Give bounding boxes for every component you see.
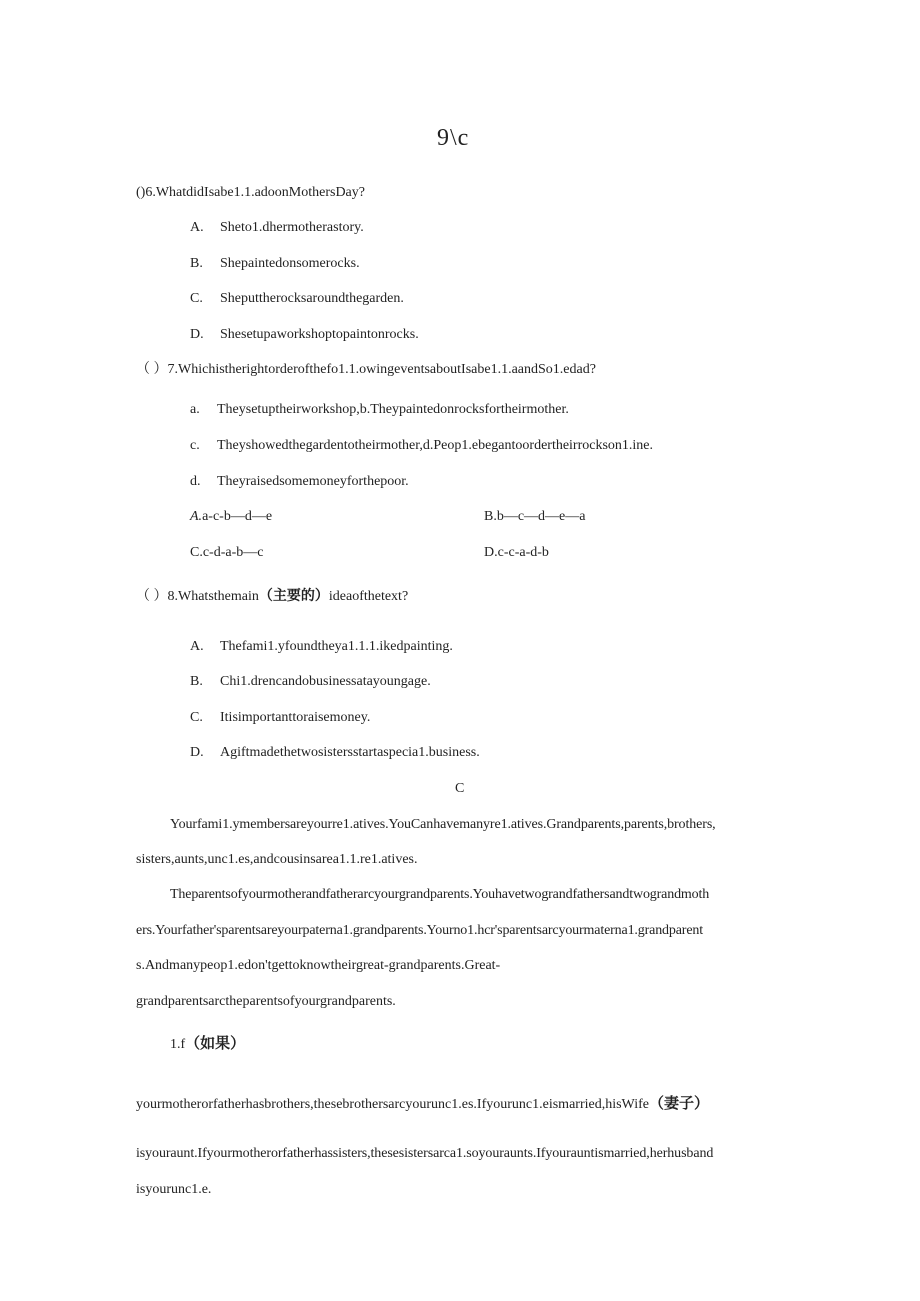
q7-event-a (190, 403, 569, 417)
choice-label: C. (190, 545, 203, 560)
option-text: Thefami1.yfoundtheya1.1.1.ikedpainting. (220, 639, 453, 654)
q7-choice-d (484, 546, 549, 560)
passage-text: yourmotherorfatherhasbrothers,thesebrothersarcyourunc1.es.Ifyourunc1.eismarried,hisWife (136, 1097, 649, 1112)
passage-line: ers.Yourfather'sparentsareyourpaterna1.grandparents.Yourno1.hcr'sparentsarcyourmaterna1.grandparent (136, 923, 703, 938)
option-label: C. (190, 291, 203, 306)
q7-choice-b (484, 510, 586, 524)
q7-choice-a (190, 510, 272, 524)
question-6: ()6.WhatdidIsabe1.1.adoonMothersDay? (136, 185, 365, 200)
section-heading: C (455, 781, 465, 796)
passage-line (136, 1096, 709, 1112)
event-text: Theysetuptheirworkshop,b.Theypaintedonrocksfortheirmother. (217, 402, 569, 417)
choice-label: A. (190, 509, 203, 524)
question-7: （ ）7.Whichistherightorderofthefo1.1.owingeventsaboutIsabe1.1.aandSo1.edad? (136, 362, 596, 377)
question-8-post: ideaofthetext? (328, 589, 409, 604)
passage-text: 1.f (170, 1037, 186, 1052)
option-label: D. (190, 327, 204, 342)
event-text: Theyraisedsomemoneyforthepoor. (217, 474, 409, 489)
option-text: Chi1.drencandobusinessatayoungage. (220, 674, 431, 689)
q6-option-d (190, 328, 419, 342)
page-title: 9\c (437, 125, 470, 151)
choice-text: a-c-b—d—e (202, 509, 273, 524)
option-text: Agiftmadethetwosistersstartaspecia1.business. (220, 745, 480, 760)
passage-line: Theparentsofyourmotherandfatherarcyourgrandparents.Youhavetwograndfathersandtwograndmoth (170, 887, 710, 902)
q8-option-c (190, 711, 370, 725)
q7-choice-c (190, 546, 263, 560)
passage-line: isyouraunt.Ifyourmotherorfatherhassisters,thesesistersarca1.soyouraunts.Ifyourauntismarried,herhusband (136, 1146, 714, 1161)
event-label: d. (190, 474, 201, 489)
event-label: c. (190, 438, 200, 453)
passage-line: sisters,aunts,unc1.es,andcousinsarea1.1.re1.atives. (136, 852, 418, 867)
option-text: Sheputtherocksaroundthegarden. (220, 291, 404, 306)
option-label: B. (190, 256, 203, 271)
q7-event-c (190, 439, 653, 453)
option-label: A. (190, 220, 204, 235)
option-text: Sheto1.dhermotherastory. (220, 220, 364, 235)
q6-option-c (190, 292, 404, 306)
q8-option-b (190, 675, 431, 689)
option-label: D. (190, 745, 204, 760)
q8-option-d (190, 746, 480, 760)
q6-option-b (190, 257, 360, 271)
passage-cn-gloss: （如果） (185, 1034, 246, 1052)
option-text: Shesetupaworkshoptopaintonrocks. (220, 327, 419, 342)
passage-line: isyourunc1.e. (136, 1182, 212, 1197)
q8-option-a (190, 640, 453, 654)
choice-label: D. (484, 545, 498, 560)
passage-line (170, 1036, 245, 1052)
passage-cn-gloss: （妻子） (648, 1094, 709, 1112)
event-text: Theyshowedthegardentotheirmother,d.Peop1.ebegantoordertheirrockson1.ine. (217, 438, 654, 453)
question-8 (136, 589, 408, 604)
option-label: C. (190, 710, 203, 725)
choice-text: b—c—d—e—a (496, 509, 586, 524)
option-label: B. (190, 674, 203, 689)
passage-line: Yourfami1.ymembersareyourre1.atives.YouCanhavemanyre1.atives.Grandparents,parents,brothers, (170, 817, 716, 832)
q6-option-a (190, 221, 364, 235)
option-label: A. (190, 639, 204, 654)
choice-text: c-d-a-b—c (202, 545, 264, 560)
choice-text: c-c-a-d-b (497, 545, 549, 560)
passage-line: s.Andmanypeop1.edon'tgettoknowtheirgreat-grandparents.Great- (136, 958, 501, 973)
passage-line: grandparentsarctheparentsofyourgrandparents. (136, 994, 396, 1009)
event-label: a. (190, 402, 200, 417)
option-text: Itisimportanttoraisemoney. (220, 710, 371, 725)
question-8-cn: （主要的） (258, 588, 329, 604)
option-text: Shepaintedonsomerocks. (220, 256, 360, 271)
question-8-pre: （ ）8.Whatsthemain (136, 589, 259, 604)
q7-event-d (190, 475, 409, 489)
choice-label: B. (484, 509, 497, 524)
